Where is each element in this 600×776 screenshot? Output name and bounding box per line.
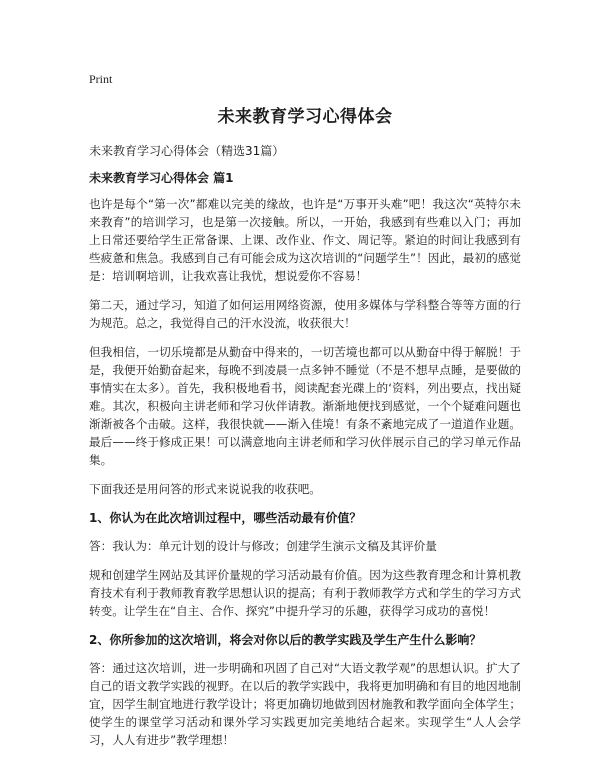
paragraph-second-day: 第二天，通过学习，知道了如何运用网络资源，使用多媒体与学科整合等等方面的行为规范。总之，我觉得自己的汗水没流，收获很大！	[89, 298, 521, 330]
document-subtitle: 未来教育学习心得体会（精选31篇）	[89, 144, 285, 158]
section-heading: 未来教育学习心得体会 篇1	[89, 171, 234, 185]
paragraph-qa-intro: 下面我还是用问答的形式来说说我的收获吧。	[89, 482, 321, 496]
answer-1-detail: 规和创建学生网站及其评价量规的学习活动最有价值。因为这些教育理念和计算机教育技术有利于教师教育教学思想认识的提高；有利于教师教学方式和学生的学习方式转变。让学生在“自主、合作、探究”中提升学习的乐趣，获得学习成功的喜悦！	[89, 568, 521, 618]
paragraph-diligence: 但我相信，一切乐境都是从勤奋中得来的，一切苦境也都可以从勤奋中得于解脱！于是，我便开始勤奋起来，每晚不到凌晨一点多钟不睡觉（不是不想早点睡，是要做的事情实在太多）。首先，我积极地看书，阅读配套光碟上的‘资料，列出要点，找出疑难。其次，积极向主讲老师和学习伙伴请教。渐渐地便找到感觉，一个个疑难问题也渐渐被各个击破。这样，我很快就——渐入佳境！有条不紊地完成了一道道作业题。最后——终于修成正果！可以满意地向主讲老师和学习伙伴展示自己的学习单元作品集。	[89, 345, 521, 467]
paragraph-intro: 也许是每个“第一次”都难以完美的缘故，也许是“万事开头难”吧！我这次“英特尔未来教育”的培训学习，也是第一次接触。所以，一开始，我感到有些难以入门；再加上日常还要给学生正常备课、上课、改作业、作文、周记等。紧迫的时间让我感到有些疲惫和焦急。我感到自己有可能会成为这次培训的“问题学生”！因此，最初的感觉是：培训啊培训，让我欢喜让我忧，想说爱你不容易！	[89, 197, 521, 283]
question-2: 2、你所参加的这次培训，将会对你以后的教学实践及学生产生什么影响？	[89, 633, 482, 647]
question-1: 1、你认为在此次培训过程中，哪些活动最有价值？	[89, 511, 362, 525]
print-link[interactable]: Print	[89, 72, 113, 86]
page-title: 未来教育学习心得体会	[217, 107, 393, 127]
answer-2: 答：通过这次培训，进一步明确和巩固了自己对“大语文教学观”的思想认识。扩大了自己的语文教学实践的视野。在以后的教学实践中，我将更加明确和有目的地因地制宜，因学生制宜地进行教学设计；将更加确切地做到因材施教和教学面向全体学生；使学生的课堂学习活动和课外学习实践更加完美地结合起来。实现学生“人人会学习，人人有进步”教学理想！	[89, 661, 521, 747]
answer-1: 答：我认为：单元计划的设计与修改；创建学生演示文稿及其评价量	[89, 539, 437, 553]
document-page	[89, 72, 521, 760]
